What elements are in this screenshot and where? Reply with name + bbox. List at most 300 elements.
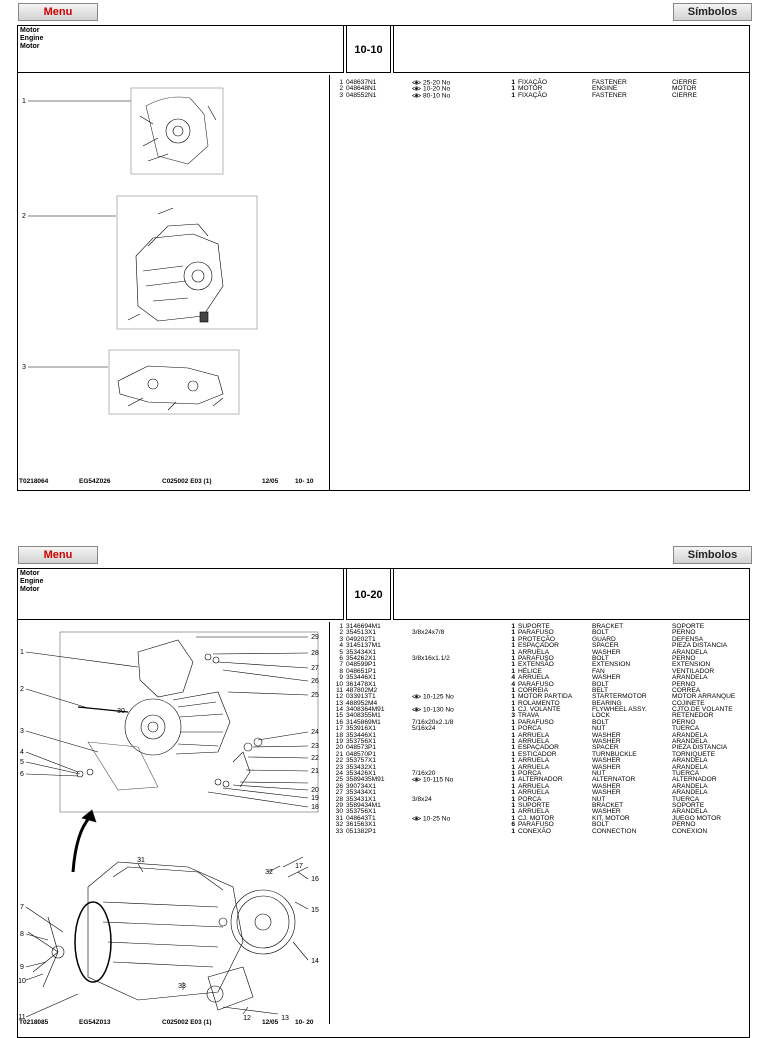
- desc-es: MOTOR: [672, 85, 697, 93]
- desc-es: EXTENSION: [672, 661, 711, 669]
- title-es: Motor: [20, 586, 40, 593]
- title-pt: Motor: [20, 27, 40, 34]
- desc-en: BOLT: [592, 821, 609, 829]
- footer-ref3: C025002 E03 (1): [162, 478, 212, 485]
- callout-20: 20: [311, 787, 319, 794]
- callout-26: 26: [311, 678, 319, 685]
- header-blank-box: [393, 25, 750, 73]
- item-number: 19: [335, 738, 343, 746]
- quantity: 1: [511, 789, 515, 797]
- desc-en: WASHER: [592, 782, 621, 790]
- item-number: 23: [335, 763, 343, 771]
- part-number: 353757X1: [346, 757, 377, 765]
- item-number: 11: [336, 686, 343, 694]
- item-number: 5: [339, 648, 343, 656]
- desc-pt: CONEXÃO: [518, 827, 551, 835]
- desc-es: SOPORTE: [672, 801, 705, 809]
- callout-2: 2: [20, 686, 24, 693]
- parts-page-10-10: [0, 0, 768, 495]
- part-number: 353434X1: [346, 648, 377, 656]
- part-number: 353446X1: [346, 731, 377, 739]
- callout-23: 23: [311, 743, 319, 750]
- quantity: 1: [511, 661, 515, 669]
- desc-en: FAN: [592, 667, 605, 675]
- part-spec: 5/16x24: [412, 725, 436, 733]
- quantity: 1: [511, 757, 515, 765]
- item-number: 32: [335, 821, 343, 829]
- desc-es: PERNO: [672, 718, 696, 726]
- quantity: 1: [511, 629, 515, 637]
- desc-es: TUERCA: [672, 795, 700, 803]
- reference-link[interactable]: 25-20 No: [423, 79, 451, 87]
- parts-list: [333, 624, 748, 835]
- desc-es: TUERCA: [672, 769, 700, 777]
- desc-en: BRACKET: [592, 801, 624, 809]
- desc-en: BEARING: [592, 699, 622, 707]
- desc-pt: PORCA: [518, 769, 542, 777]
- item-number: 1: [339, 79, 343, 86]
- desc-es: CORREA: [672, 686, 701, 694]
- quantity: 1: [511, 827, 515, 835]
- desc-pt: PARAFUSO: [518, 654, 554, 662]
- part-number: 488952M4: [346, 699, 378, 707]
- footer-page: 10- 10: [295, 478, 314, 485]
- part-number: 048643T1: [346, 814, 376, 822]
- item-number: 33: [335, 827, 343, 835]
- part-number: 361478X1: [346, 680, 377, 688]
- part-spec: 3/8x16x1.1/2: [412, 654, 450, 662]
- quantity: 1: [511, 795, 515, 803]
- desc-pt: PARAFUSO: [518, 718, 554, 726]
- footer-ref2: EG54Z013: [79, 1019, 111, 1026]
- desc-en: BOLT: [592, 654, 609, 662]
- desc-en: WASHER: [592, 763, 621, 771]
- part-number: 3589435M91: [346, 776, 385, 784]
- desc-pt: ARRUELA: [518, 757, 550, 765]
- eye-icon[interactable]: [412, 816, 421, 821]
- desc-pt: TRAVA: [518, 712, 540, 720]
- item-number: 29: [335, 801, 343, 809]
- part-number: 353446X1: [346, 674, 377, 682]
- callout-13: 13: [281, 1015, 289, 1022]
- desc-en: EXTENSION: [592, 661, 631, 669]
- quantity: 1: [511, 769, 515, 777]
- callout-12: 12: [243, 1015, 251, 1022]
- footer-ref3: C025002 E03 (1): [162, 1019, 212, 1026]
- desc-en: FASTENER: [592, 79, 627, 86]
- callout-16: 16: [311, 876, 319, 883]
- callout-30: 30: [117, 708, 125, 715]
- item-number: 24: [335, 769, 343, 777]
- desc-pt: PORCA: [518, 725, 542, 733]
- desc-en: NUT: [592, 725, 606, 733]
- callout-18: 18: [311, 804, 319, 811]
- page-footer: [19, 1019, 319, 1027]
- section-title: [17, 25, 344, 73]
- quantity: 4: [511, 674, 515, 682]
- reference-link[interactable]: 10-115 No: [423, 776, 454, 784]
- footer-date: 12/05: [262, 478, 279, 485]
- part-number: 048573P1: [346, 744, 377, 752]
- quantity: 1: [511, 814, 515, 822]
- desc-es: ARANDELA: [672, 757, 708, 765]
- desc-en: WASHER: [592, 808, 621, 816]
- desc-en: WASHER: [592, 789, 621, 797]
- reference-link[interactable]: 80-10 No: [423, 92, 451, 100]
- part-number: 353426X1: [346, 769, 377, 777]
- eye-icon[interactable]: [412, 777, 421, 782]
- quantity: 1: [511, 79, 515, 86]
- desc-pt: ALTERNADOR: [518, 776, 563, 784]
- desc-pt: ARRUELA: [518, 763, 550, 771]
- desc-es: SOPORTE: [672, 623, 705, 630]
- quantity: 1: [511, 782, 515, 790]
- desc-pt: MOTOR PARTIDA: [518, 693, 573, 701]
- desc-pt: ESTICADOR: [518, 750, 557, 758]
- parts-page-10-20: [0, 543, 768, 1024]
- part-number: 3146694M1: [346, 623, 381, 630]
- title-en: Engine: [20, 578, 44, 585]
- item-number: 9: [339, 674, 343, 682]
- part-number: 048637N1: [346, 79, 377, 86]
- quantity: 4: [511, 680, 515, 688]
- item-number: 17: [335, 725, 343, 733]
- part-number: 3145137M1: [346, 642, 381, 650]
- desc-pt: ARRUELA: [518, 808, 550, 816]
- item-number: 6: [339, 654, 343, 662]
- item-number: 8: [339, 667, 343, 675]
- part-number: 353916X1: [346, 725, 377, 733]
- quantity: 1: [511, 706, 515, 714]
- desc-es: ARANDELA: [672, 731, 708, 739]
- footer-ref1: T0218085: [19, 1019, 49, 1026]
- quantity: 1: [511, 718, 515, 726]
- reference-link[interactable]: 10-25 No: [423, 814, 451, 822]
- part-number: 3408355M1: [346, 712, 381, 720]
- part-number: 353432X1: [346, 763, 377, 771]
- callout-27: 27: [311, 665, 319, 672]
- desc-es: CONEXION: [672, 827, 708, 835]
- desc-pt: PORCA: [518, 795, 542, 803]
- quantity: 1: [511, 654, 515, 662]
- exploded-diagram: [18, 76, 328, 474]
- desc-es: RETENEDOR: [672, 712, 714, 720]
- reference-link[interactable]: 10-125 No: [423, 693, 454, 701]
- desc-en: WASHER: [592, 738, 621, 746]
- desc-en: FLYWHEEL ASSY.: [592, 706, 647, 714]
- quantity: 1: [511, 744, 515, 752]
- part-number: 361563X1: [346, 821, 377, 829]
- desc-pt: ESPAÇADOR: [518, 744, 559, 752]
- callout-14: 14: [311, 958, 319, 965]
- desc-es: PIEZA DISTANCIA: [672, 744, 728, 752]
- desc-en: SPACER: [592, 744, 619, 752]
- part-number: 3408364M91: [346, 706, 385, 714]
- desc-pt: ROLAMENTO: [518, 699, 560, 707]
- item-number: 27: [335, 789, 343, 797]
- item-number: 16: [335, 718, 343, 726]
- item-number: 2: [339, 629, 343, 637]
- desc-pt: CORREIA: [518, 686, 549, 694]
- desc-pt: ARRUELA: [518, 782, 550, 790]
- reference-link[interactable]: 10-130 No: [423, 706, 454, 714]
- desc-pt: PROTEÇÃO: [518, 635, 556, 643]
- desc-en: ENGINE: [592, 85, 618, 93]
- exploded-diagram: [18, 622, 328, 1022]
- item-number: 1: [339, 623, 343, 630]
- desc-en: KIT, MOTOR: [592, 814, 630, 822]
- desc-pt: SUPORTE: [518, 623, 550, 630]
- quantity: 1: [511, 776, 515, 784]
- quantity: 1: [511, 85, 515, 93]
- divider: [329, 75, 330, 491]
- eye-icon[interactable]: [412, 80, 421, 85]
- page-footer: [19, 478, 319, 486]
- section-title: [17, 568, 344, 620]
- quantity: 1: [511, 725, 515, 733]
- desc-pt: FIXAÇÃO: [518, 79, 547, 86]
- item-number: 3: [339, 635, 343, 643]
- part-number: 048570P1: [346, 750, 377, 758]
- desc-es: PERNO: [672, 629, 696, 637]
- desc-es: ARANDELA: [672, 674, 708, 682]
- part-spec: [412, 93, 450, 100]
- header-blank-box: [393, 568, 750, 620]
- desc-pt: ARRUELA: [518, 738, 550, 746]
- callout-3: 3: [20, 728, 24, 735]
- parts-list: [333, 80, 748, 99]
- part-number: 3589434M1: [346, 801, 381, 809]
- item-number: 20: [335, 744, 343, 752]
- item-number: 10: [335, 680, 343, 688]
- desc-es: CIERRE: [672, 91, 697, 99]
- callout-3: 3: [22, 364, 26, 371]
- desc-pt: MOTOR: [518, 85, 543, 93]
- quantity: 1: [511, 750, 515, 758]
- quantity: 1: [511, 693, 515, 701]
- callout-25: 25: [311, 692, 319, 699]
- item-number: 30: [335, 808, 343, 816]
- desc-en: BELT: [592, 686, 609, 694]
- desc-es: PERNO: [672, 654, 696, 662]
- footer-ref2: EG54Z026: [79, 478, 111, 485]
- desc-es: PERNO: [672, 680, 696, 688]
- eye-icon[interactable]: [412, 707, 421, 712]
- desc-pt: CJ. MOTOR: [518, 814, 555, 822]
- desc-es: TORNIQUETE: [672, 750, 716, 758]
- desc-en: TURNBUCKLE: [592, 750, 637, 758]
- title-pt: Motor: [20, 570, 40, 577]
- item-number: 3: [339, 91, 343, 99]
- quantity: 1: [511, 808, 515, 816]
- item-number: 14: [335, 706, 343, 714]
- quantity: 1: [511, 763, 515, 771]
- footer-ref1: T0218064: [19, 478, 49, 485]
- item-number: 31: [335, 814, 343, 822]
- desc-en: CONNECTION: [592, 827, 637, 835]
- callout-4: 4: [20, 749, 24, 756]
- desc-en: BRACKET: [592, 623, 624, 630]
- callout-15: 15: [311, 907, 319, 914]
- desc-es: TUERCA: [672, 725, 700, 733]
- quantity: 3: [511, 712, 515, 720]
- symbols-button[interactable]: Símbolos: [673, 546, 752, 564]
- desc-es: ARANDELA: [672, 763, 708, 771]
- callout-31: 31: [137, 857, 145, 864]
- desc-es: ARANDELA: [672, 789, 708, 797]
- part-number: 048552N1: [346, 91, 377, 99]
- part-number: 049202T1: [346, 635, 376, 643]
- desc-pt: PARAFUSO: [518, 629, 554, 637]
- part-number: 354513X1: [346, 629, 377, 637]
- part-number: 3145869M1: [346, 718, 381, 726]
- part-number: 048599P1: [346, 661, 377, 669]
- desc-es: ARANDELA: [672, 782, 708, 790]
- item-number: 21: [335, 750, 343, 758]
- part-number: 487802M2: [346, 686, 378, 694]
- quantity: 1: [511, 642, 515, 650]
- desc-es: ARANDELA: [672, 808, 708, 816]
- item-number: 22: [335, 757, 343, 765]
- item-number: 26: [335, 782, 343, 790]
- desc-pt: CJ. VOLANTE: [518, 706, 561, 714]
- desc-es: ARANDELA: [672, 738, 708, 746]
- desc-es: VENTILADOR: [672, 667, 715, 675]
- part-spec: 3/8x24: [412, 795, 432, 803]
- part-number: 051382P1: [346, 827, 377, 835]
- part-number: 353756X1: [346, 738, 377, 746]
- desc-es: COJINETE: [672, 699, 705, 707]
- desc-pt: ARRUELA: [518, 648, 550, 656]
- footer-page: 10- 20: [295, 1019, 314, 1026]
- part-number: 353431X1: [346, 795, 377, 803]
- title-en: Engine: [20, 35, 44, 42]
- callout-28: 28: [311, 650, 319, 657]
- callout-5: 5: [20, 759, 24, 766]
- desc-en: WASHER: [592, 648, 621, 656]
- part-spec: 7/16x20x2.1/8: [412, 718, 454, 726]
- part-number: 354262X1: [346, 654, 377, 662]
- footer-date: 12/05: [262, 1019, 279, 1026]
- callout-21: 21: [311, 768, 319, 775]
- desc-es: ALTERNADOR: [672, 776, 717, 784]
- symbols-button[interactable]: Símbolos: [673, 3, 752, 21]
- quantity: 1: [511, 738, 515, 746]
- desc-es: CIERRE: [672, 79, 697, 86]
- eye-icon[interactable]: [412, 694, 421, 699]
- desc-en: BOLT: [592, 680, 609, 688]
- desc-es: ARANDELA: [672, 648, 708, 656]
- desc-en: FASTENER: [592, 91, 627, 99]
- part-number: 048648N1: [346, 85, 377, 93]
- item-number: 13: [335, 699, 343, 707]
- quantity: 1: [511, 699, 515, 707]
- section-code: 10-10: [346, 25, 391, 73]
- desc-pt: ARRUELA: [518, 731, 550, 739]
- desc-pt: ESPAÇADOR: [518, 642, 559, 650]
- desc-en: NUT: [592, 795, 606, 803]
- quantity: 1: [511, 91, 515, 99]
- callout-9: 9: [20, 964, 24, 971]
- callout-1: 1: [22, 98, 26, 105]
- callout-11: 11: [18, 1014, 26, 1021]
- title-es: Motor: [20, 43, 40, 50]
- desc-en: BOLT: [592, 629, 609, 637]
- desc-en: WASHER: [592, 757, 621, 765]
- quantity: 1: [511, 623, 515, 630]
- quantity: 1: [511, 686, 515, 694]
- item-number: 25: [335, 776, 343, 784]
- desc-en: ALTERNATOR: [592, 776, 636, 784]
- desc-en: STARTERMOTOR: [592, 693, 647, 701]
- desc-es: CJTO.DE VOLANTE: [672, 706, 733, 714]
- desc-es: PERNO: [672, 821, 696, 829]
- callout-17: 17: [295, 863, 303, 870]
- item-number: 28: [335, 795, 343, 803]
- desc-en: GUARD: [592, 635, 616, 643]
- item-number: 18: [335, 731, 343, 739]
- desc-en: WASHER: [592, 731, 621, 739]
- desc-pt: ARRUELA: [518, 674, 550, 682]
- desc-es: DEFENSA: [672, 635, 704, 643]
- part-number: 390734X1: [346, 782, 377, 790]
- part-row[interactable]: [333, 829, 748, 835]
- divider: [329, 622, 330, 1024]
- eye-icon[interactable]: [412, 93, 421, 98]
- callout-29: 29: [311, 634, 319, 641]
- item-number: 12: [335, 693, 343, 701]
- desc-en: BOLT: [592, 718, 609, 726]
- callout-8: 8: [20, 931, 24, 938]
- desc-en: SPACER: [592, 642, 619, 650]
- quantity: 1: [511, 648, 515, 656]
- quantity: 1: [511, 667, 515, 675]
- desc-pt: EXTENSÃO: [518, 661, 554, 669]
- part-number: 353756X1: [346, 808, 377, 816]
- callout-24: 24: [311, 729, 319, 736]
- desc-en: NUT: [592, 769, 606, 777]
- desc-es: PIEZA DISTANCIA: [672, 642, 728, 650]
- quantity: 1: [511, 635, 515, 643]
- desc-pt: HÉLICE: [518, 667, 542, 675]
- callout-1: 1: [20, 649, 24, 656]
- section-code: 10-20: [346, 568, 391, 620]
- part-number: 048651P1: [346, 667, 377, 675]
- item-number: 4: [339, 642, 343, 650]
- desc-es: MOTOR ARRANQUE: [672, 693, 736, 701]
- callout-32: 32: [265, 869, 273, 876]
- callout-6: 6: [20, 771, 24, 778]
- item-number: 7: [339, 661, 343, 669]
- menu-button[interactable]: Menu: [18, 3, 98, 21]
- part-spec: 3/8x24x7/8: [412, 629, 445, 637]
- menu-button[interactable]: Menu: [18, 546, 98, 564]
- quantity: 1: [511, 731, 515, 739]
- desc-pt: PARAFUSO: [518, 680, 554, 688]
- eye-icon[interactable]: [412, 86, 421, 91]
- reference-link[interactable]: 10-20 No: [423, 85, 451, 93]
- part-spec: 7/16x20: [412, 769, 436, 777]
- desc-pt: PARAFUSO: [518, 821, 554, 829]
- callout-22: 22: [311, 755, 319, 762]
- callout-7: 7: [20, 904, 24, 911]
- part-number: 033913T1: [346, 693, 376, 701]
- part-row[interactable]: [333, 93, 748, 99]
- desc-pt: FIXAÇÃO: [518, 91, 547, 99]
- desc-en: LOCK: [592, 712, 610, 720]
- desc-pt: SUPORTE: [518, 801, 550, 809]
- quantity: 6: [511, 821, 515, 829]
